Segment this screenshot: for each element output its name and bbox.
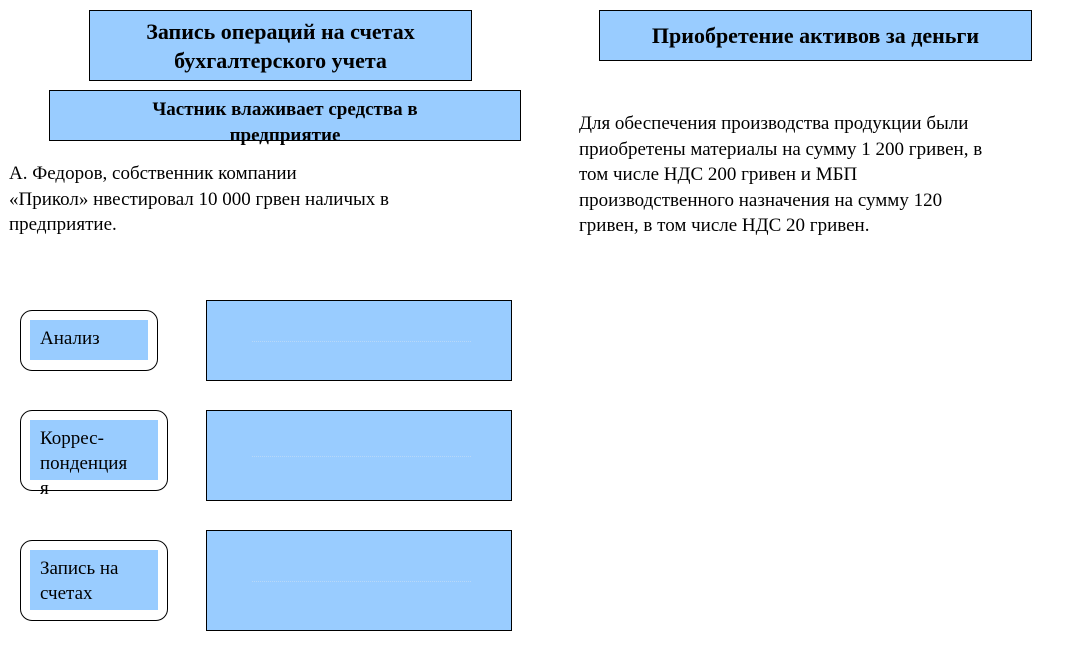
placeholder-dots [252,456,471,457]
left-subtitle-box [49,90,521,146]
step-correspondence-label: Коррес- понденция я [30,420,158,480]
step-analysis [20,310,158,371]
right-title: Приобретение активов за деньги [651,23,980,48]
left-description: А. Федоров, собственник компании «Прикол» нвестировал 10 000 грвен наличых в предприятие. [9,163,389,235]
step-record-label: Запись на счетах [30,550,158,610]
step-correspondence [20,410,168,499]
left-title-box [89,10,472,81]
left-subtitle: Частник влаживает средства в предприятие [152,99,418,146]
left-title: Запись операций на счетах бухгалтерского учета [146,18,415,73]
right-title-box [599,10,1032,61]
step-analysis-label: Анализ [30,320,148,360]
record-answer-box[interactable] [206,530,512,631]
placeholder-dots [252,581,471,582]
analysis-answer-box[interactable] [206,300,512,381]
right-description: Для обеспечения производства продукции были приобретены материалы на сумму 1 200 гривен, в том числе НДС 200 гривен и МБП производственного назначения на сумму 120 гривен, в том числе НДС 20 гривен. [579,113,983,236]
correspondence-answer-box[interactable] [206,410,512,501]
placeholder-dots [252,341,471,342]
step-record [20,540,168,621]
